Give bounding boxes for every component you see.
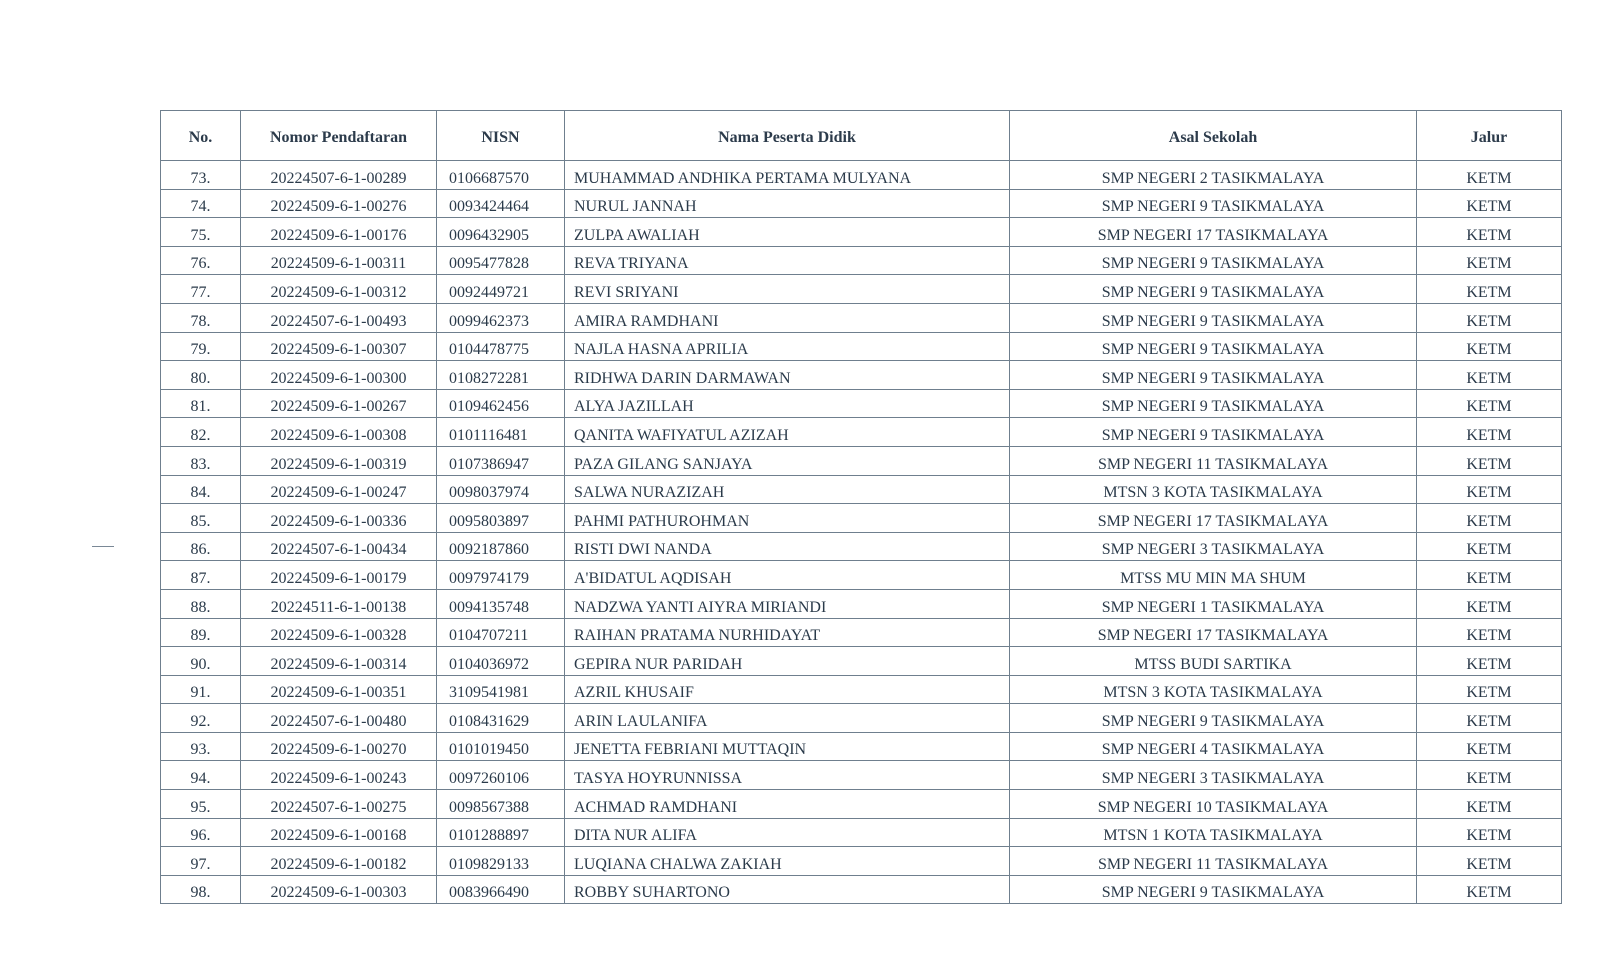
cell-nisn: 0106687570 [437, 161, 565, 190]
cell-no: 73. [161, 161, 241, 190]
cell-no: 92. [161, 704, 241, 733]
header-registration-number: Nomor Pendaftaran [241, 111, 437, 161]
cell-registration-number: 20224509-6-1-00319 [241, 446, 437, 475]
cell-student-name: LUQIANA CHALWA ZAKIAH [565, 847, 1010, 876]
cell-track: KETM [1417, 761, 1562, 790]
cell-track: KETM [1417, 361, 1562, 390]
cell-nisn: 0096432905 [437, 218, 565, 247]
cell-origin-school: SMP NEGERI 11 TASIKMALAYA [1010, 847, 1417, 876]
cell-track: KETM [1417, 218, 1562, 247]
cell-nisn: 0097974179 [437, 561, 565, 590]
cell-registration-number: 20224507-6-1-00434 [241, 532, 437, 561]
cell-nisn: 0107386947 [437, 446, 565, 475]
table-row [161, 704, 1562, 733]
cell-no: 80. [161, 361, 241, 390]
cell-no: 93. [161, 732, 241, 761]
cell-origin-school: SMP NEGERI 3 TASIKMALAYA [1010, 761, 1417, 790]
cell-origin-school: SMP NEGERI 9 TASIKMALAYA [1010, 275, 1417, 304]
cell-no: 95. [161, 790, 241, 819]
cell-nisn: 0104707211 [437, 618, 565, 647]
cell-track: KETM [1417, 790, 1562, 819]
table-row [161, 389, 1562, 418]
cell-registration-number: 20224509-6-1-00182 [241, 847, 437, 876]
cell-track: KETM [1417, 704, 1562, 733]
cell-nisn: 0104478775 [437, 332, 565, 361]
cell-track: KETM [1417, 561, 1562, 590]
cell-no: 74. [161, 189, 241, 218]
cell-student-name: RIDHWA DARIN DARMAWAN [565, 361, 1010, 390]
header-student-name: Nama Peserta Didik [565, 111, 1010, 161]
cell-registration-number: 20224509-6-1-00328 [241, 618, 437, 647]
cell-nisn: 0108272281 [437, 361, 565, 390]
cell-track: KETM [1417, 589, 1562, 618]
cell-no: 83. [161, 446, 241, 475]
cell-track: KETM [1417, 875, 1562, 904]
cell-student-name: NAJLA HASNA APRILIA [565, 332, 1010, 361]
cell-student-name: PAHMI PATHUROHMAN [565, 504, 1010, 533]
cell-nisn: 0101019450 [437, 732, 565, 761]
cell-track: KETM [1417, 475, 1562, 504]
table-row [161, 818, 1562, 847]
table-row [161, 275, 1562, 304]
cell-origin-school: SMP NEGERI 9 TASIKMALAYA [1010, 704, 1417, 733]
cell-no: 91. [161, 675, 241, 704]
cell-track: KETM [1417, 618, 1562, 647]
header-nisn: NISN [437, 111, 565, 161]
table-row [161, 218, 1562, 247]
header-no: No. [161, 111, 241, 161]
table-row [161, 561, 1562, 590]
cell-registration-number: 20224509-6-1-00276 [241, 189, 437, 218]
cell-student-name: PAZA GILANG SANJAYA [565, 446, 1010, 475]
header-origin-school: Asal Sekolah [1010, 111, 1417, 161]
cell-track: KETM [1417, 446, 1562, 475]
cell-registration-number: 20224509-6-1-00307 [241, 332, 437, 361]
cell-student-name: QANITA WAFIYATUL AZIZAH [565, 418, 1010, 447]
cell-no: 76. [161, 246, 241, 275]
cell-student-name: ACHMAD RAMDHANI [565, 790, 1010, 819]
cell-nisn: 0083966490 [437, 875, 565, 904]
cell-student-name: MUHAMMAD ANDHIKA PERTAMA MULYANA [565, 161, 1010, 190]
cell-origin-school: SMP NEGERI 9 TASIKMALAYA [1010, 875, 1417, 904]
cell-no: 75. [161, 218, 241, 247]
cell-track: KETM [1417, 418, 1562, 447]
cell-student-name: A'BIDATUL AQDISAH [565, 561, 1010, 590]
cell-origin-school: SMP NEGERI 9 TASIKMALAYA [1010, 361, 1417, 390]
cell-no: 98. [161, 875, 241, 904]
table-row [161, 618, 1562, 647]
table-row [161, 161, 1562, 190]
cell-track: KETM [1417, 332, 1562, 361]
cell-nisn: 0092449721 [437, 275, 565, 304]
cell-no: 78. [161, 303, 241, 332]
cell-registration-number: 20224511-6-1-00138 [241, 589, 437, 618]
table-row [161, 847, 1562, 876]
cell-registration-number: 20224507-6-1-00480 [241, 704, 437, 733]
cell-no: 88. [161, 589, 241, 618]
cell-student-name: DITA NUR ALIFA [565, 818, 1010, 847]
cell-track: KETM [1417, 847, 1562, 876]
table-row [161, 361, 1562, 390]
cell-track: KETM [1417, 389, 1562, 418]
cell-track: KETM [1417, 647, 1562, 676]
cell-track: KETM [1417, 303, 1562, 332]
cell-registration-number: 20224509-6-1-00336 [241, 504, 437, 533]
cell-student-name: RISTI DWI NANDA [565, 532, 1010, 561]
table-row [161, 446, 1562, 475]
cell-nisn: 0109462456 [437, 389, 565, 418]
cell-registration-number: 20224509-6-1-00300 [241, 361, 437, 390]
table-row [161, 418, 1562, 447]
cell-student-name: GEPIRA NUR PARIDAH [565, 647, 1010, 676]
cell-origin-school: SMP NEGERI 3 TASIKMALAYA [1010, 532, 1417, 561]
cell-student-name: TASYA HOYRUNNISSA [565, 761, 1010, 790]
cell-student-name: ROBBY SUHARTONO [565, 875, 1010, 904]
table-row [161, 475, 1562, 504]
cell-student-name: ALYA JAZILLAH [565, 389, 1010, 418]
table-row [161, 675, 1562, 704]
cell-nisn: 0108431629 [437, 704, 565, 733]
cell-origin-school: SMP NEGERI 9 TASIKMALAYA [1010, 418, 1417, 447]
table-row [161, 647, 1562, 676]
cell-registration-number: 20224509-6-1-00312 [241, 275, 437, 304]
cell-no: 77. [161, 275, 241, 304]
cell-nisn: 0099462373 [437, 303, 565, 332]
cell-origin-school: MTSS MU MIN MA SHUM [1010, 561, 1417, 590]
cell-student-name: ZULPA AWALIAH [565, 218, 1010, 247]
cell-student-name: AMIRA RAMDHANI [565, 303, 1010, 332]
cell-registration-number: 20224509-6-1-00243 [241, 761, 437, 790]
cell-origin-school: SMP NEGERI 9 TASIKMALAYA [1010, 303, 1417, 332]
cell-track: KETM [1417, 504, 1562, 533]
cell-nisn: 0092187860 [437, 532, 565, 561]
cell-track: KETM [1417, 732, 1562, 761]
cell-no: 87. [161, 561, 241, 590]
cell-nisn: 0098567388 [437, 790, 565, 819]
cell-nisn: 0098037974 [437, 475, 565, 504]
cell-registration-number: 20224507-6-1-00493 [241, 303, 437, 332]
cell-nisn: 0104036972 [437, 647, 565, 676]
cell-student-name: ARIN LAULANIFA [565, 704, 1010, 733]
cell-track: KETM [1417, 275, 1562, 304]
table-row [161, 246, 1562, 275]
cell-nisn: 0097260106 [437, 761, 565, 790]
cell-registration-number: 20224509-6-1-00168 [241, 818, 437, 847]
table-row [161, 790, 1562, 819]
cell-student-name: RAIHAN PRATAMA NURHIDAYAT [565, 618, 1010, 647]
table-row [161, 532, 1562, 561]
header-row [161, 111, 1562, 161]
cell-nisn: 0101288897 [437, 818, 565, 847]
cell-registration-number: 20224509-6-1-00351 [241, 675, 437, 704]
cell-no: 90. [161, 647, 241, 676]
cell-origin-school: SMP NEGERI 10 TASIKMALAYA [1010, 790, 1417, 819]
cell-track: KETM [1417, 189, 1562, 218]
cell-registration-number: 20224509-6-1-00270 [241, 732, 437, 761]
cell-nisn: 0095803897 [437, 504, 565, 533]
cell-track: KETM [1417, 532, 1562, 561]
cell-student-name: NURUL JANNAH [565, 189, 1010, 218]
cell-origin-school: MTSN 3 KOTA TASIKMALAYA [1010, 675, 1417, 704]
cell-nisn: 0094135748 [437, 589, 565, 618]
cell-registration-number: 20224509-6-1-00311 [241, 246, 437, 275]
margin-tick-mark [92, 546, 114, 547]
table-row [161, 189, 1562, 218]
cell-no: 84. [161, 475, 241, 504]
cell-registration-number: 20224507-6-1-00289 [241, 161, 437, 190]
cell-registration-number: 20224507-6-1-00275 [241, 790, 437, 819]
cell-origin-school: SMP NEGERI 9 TASIKMALAYA [1010, 332, 1417, 361]
cell-track: KETM [1417, 246, 1562, 275]
cell-no: 89. [161, 618, 241, 647]
cell-no: 96. [161, 818, 241, 847]
table-body [161, 161, 1562, 904]
cell-origin-school: SMP NEGERI 9 TASIKMALAYA [1010, 389, 1417, 418]
cell-registration-number: 20224509-6-1-00176 [241, 218, 437, 247]
cell-student-name: JENETTA FEBRIANI MUTTAQIN [565, 732, 1010, 761]
cell-origin-school: MTSS BUDI SARTIKA [1010, 647, 1417, 676]
table-row [161, 732, 1562, 761]
table-row [161, 303, 1562, 332]
cell-registration-number: 20224509-6-1-00247 [241, 475, 437, 504]
cell-no: 85. [161, 504, 241, 533]
table-row [161, 332, 1562, 361]
cell-origin-school: SMP NEGERI 17 TASIKMALAYA [1010, 618, 1417, 647]
cell-registration-number: 20224509-6-1-00308 [241, 418, 437, 447]
table-row [161, 504, 1562, 533]
cell-nisn: 0095477828 [437, 246, 565, 275]
cell-nisn: 3109541981 [437, 675, 565, 704]
cell-track: KETM [1417, 818, 1562, 847]
cell-origin-school: MTSN 1 KOTA TASIKMALAYA [1010, 818, 1417, 847]
cell-no: 79. [161, 332, 241, 361]
table-row [161, 761, 1562, 790]
cell-nisn: 0093424464 [437, 189, 565, 218]
student-roster-table [160, 110, 1562, 904]
cell-origin-school: SMP NEGERI 1 TASIKMALAYA [1010, 589, 1417, 618]
table-row [161, 875, 1562, 904]
cell-registration-number: 20224509-6-1-00314 [241, 647, 437, 676]
cell-registration-number: 20224509-6-1-00267 [241, 389, 437, 418]
cell-registration-number: 20224509-6-1-00179 [241, 561, 437, 590]
cell-origin-school: SMP NEGERI 4 TASIKMALAYA [1010, 732, 1417, 761]
cell-origin-school: SMP NEGERI 9 TASIKMALAYA [1010, 246, 1417, 275]
cell-student-name: AZRIL KHUSAIF [565, 675, 1010, 704]
cell-origin-school: SMP NEGERI 17 TASIKMALAYA [1010, 218, 1417, 247]
cell-no: 82. [161, 418, 241, 447]
cell-no: 94. [161, 761, 241, 790]
cell-nisn: 0101116481 [437, 418, 565, 447]
cell-student-name: REVA TRIYANA [565, 246, 1010, 275]
header-track: Jalur [1417, 111, 1562, 161]
table-row [161, 589, 1562, 618]
cell-origin-school: SMP NEGERI 2 TASIKMALAYA [1010, 161, 1417, 190]
cell-origin-school: MTSN 3 KOTA TASIKMALAYA [1010, 475, 1417, 504]
table-header [161, 111, 1562, 161]
cell-no: 97. [161, 847, 241, 876]
cell-track: KETM [1417, 675, 1562, 704]
cell-track: KETM [1417, 161, 1562, 190]
cell-nisn: 0109829133 [437, 847, 565, 876]
cell-registration-number: 20224509-6-1-00303 [241, 875, 437, 904]
cell-student-name: NADZWA YANTI AIYRA MIRIANDI [565, 589, 1010, 618]
cell-origin-school: SMP NEGERI 9 TASIKMALAYA [1010, 189, 1417, 218]
cell-origin-school: SMP NEGERI 11 TASIKMALAYA [1010, 446, 1417, 475]
cell-no: 86. [161, 532, 241, 561]
cell-no: 81. [161, 389, 241, 418]
cell-student-name: REVI SRIYANI [565, 275, 1010, 304]
cell-student-name: SALWA NURAZIZAH [565, 475, 1010, 504]
cell-origin-school: SMP NEGERI 17 TASIKMALAYA [1010, 504, 1417, 533]
